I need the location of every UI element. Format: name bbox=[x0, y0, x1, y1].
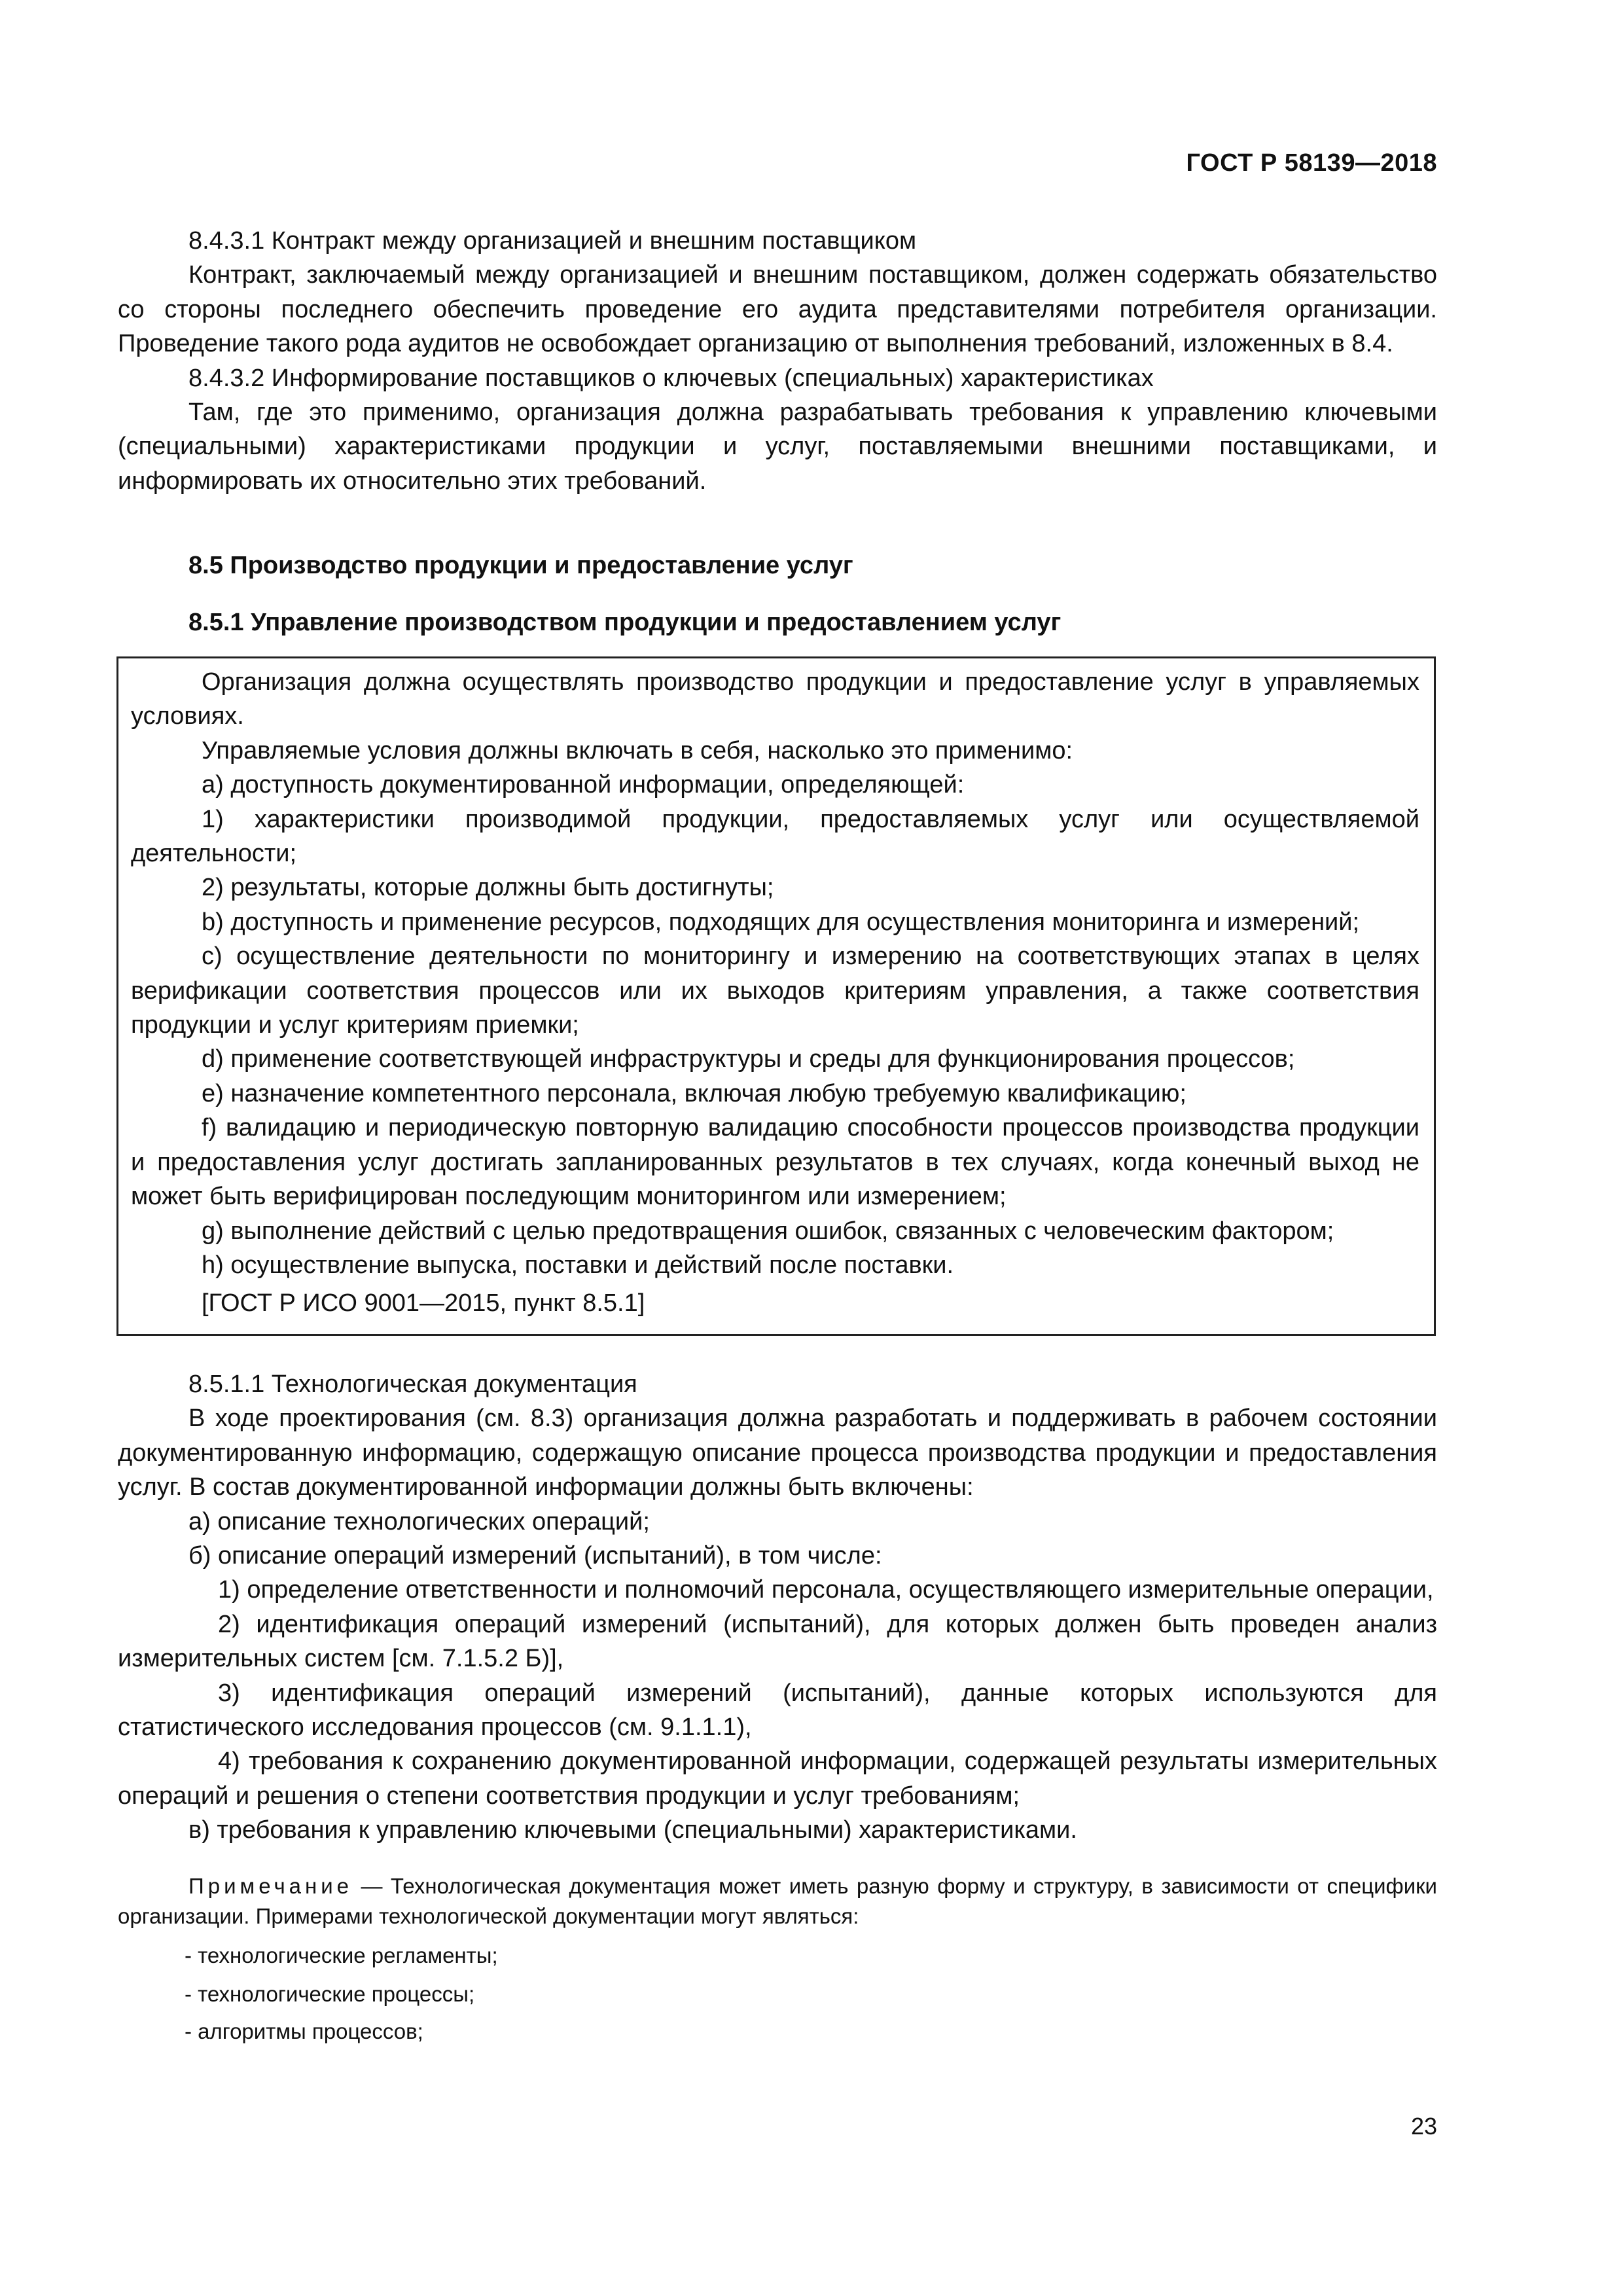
list-item-v: в) требования к управлению ключевыми (специальными) характеристиками. bbox=[188, 1816, 1077, 1844]
quote-list-item: 2) результаты, которые должны быть достигнуты; bbox=[202, 874, 774, 902]
section-8-5-1-1 bbox=[118, 1367, 1437, 1848]
sub-item-4: 4) требования к сохранению документированной информации, содержащей результаты измерительных операций и решения о степени соответствия продукции и услуг требованиям; bbox=[118, 1748, 1437, 1810]
standard-code-header: ГОСТ Р 58139—2018 bbox=[1186, 149, 1437, 177]
quote-list-item: g) выполнение действий с целью предотвращения ошибок, связанных с человеческим фактором; bbox=[202, 1217, 1334, 1245]
section-8-4-3-1-title: 8.4.3.1 Контракт между организацией и внешним поставщиком bbox=[188, 227, 917, 255]
sub-item-3: 3) идентификация операций измерений (испытаний), данные которых используются для статистического исследования процессов (см. 9.1.1.1), bbox=[118, 1679, 1437, 1742]
quote-list-item: e) назначение компетентного персонала, включая любую требуемую квалификацию; bbox=[202, 1079, 1186, 1107]
quote-list-item: f) валидацию и периодическую повторную валидацию способности процессов производства продукции и предоставления услуг достигать запланированных результатов в тех случаях, когда конечный выход не может быть верифицирован последующим мониторингом или измерением; bbox=[131, 1114, 1419, 1211]
quote-list-item: d) применение соответствующей инфраструктуры и среды для функционирования процессов; bbox=[202, 1045, 1295, 1073]
section-8-4-3-2-title: 8.4.3.2 Информирование поставщиков о ключевых (специальных) характеристиках bbox=[188, 364, 1154, 392]
section-8-4-3-1-text: Контракт, заключаемый между организацией и внешним поставщиком, должен содержать обязательство со стороны последнего обеспечить проведение его аудита представителями потребителя организации. Проведение такого рода аудитов не освобождает организацию от выполнения требований, изложенных в 8.4. bbox=[118, 261, 1437, 358]
quote-list-item: a) доступность документированной информации, определяющей: bbox=[202, 771, 965, 799]
note-block bbox=[118, 1871, 1437, 1931]
quoted-requirements-box bbox=[116, 656, 1436, 1336]
quote-paragraph: Организация должна осуществлять производство продукции и предоставление услуг в управляемых условиях. bbox=[131, 668, 1419, 730]
section-8-4-3 bbox=[118, 224, 1437, 498]
note-paragraph bbox=[118, 1871, 1437, 1931]
quote-list-item: c) осуществление деятельности по мониторингу и измерению на соответствующих этапах в целях верификации соответствия процессов или их выходов критериям управления, а также соответствия продукции и услуг критериям приемки; bbox=[131, 942, 1419, 1039]
quote-paragraph: Управляемые условия должны включать в себя, насколько это применимо: bbox=[202, 736, 1073, 764]
section-8-5-1-1-title: 8.5.1.1 Технологическая документация bbox=[188, 1371, 637, 1398]
section-8-4-3-2-text: Там, где это применимо, организация должна разрабатывать требования к управлению ключевыми (специальными) характеристиками продукции и услуг, поставляемыми внешними поставщиками, и информировать их относительно этих требований. bbox=[118, 399, 1437, 495]
note-list-item: - алгоритмы процессов; bbox=[185, 2019, 423, 2043]
section-8-5-heading: 8.5 Производство продукции и предоставление услуг bbox=[188, 552, 853, 579]
note-text: — Технологическая документация может иметь разную форму и структуру, в зависимости от специфики организации. Примерами технологической документации могут являться: bbox=[118, 1874, 1437, 1928]
quote-list-item: b) доступность и применение ресурсов, подходящих для осуществления мониторинга и измерений; bbox=[202, 908, 1360, 936]
list-item-b: б) описание операций измерений (испытаний), в том числе: bbox=[188, 1542, 882, 1570]
sub-item-2: 2) идентификация операций измерений (испытаний), для которых должен быть проведен анализ измерительных систем [см. 7.1.5.2 Б)], bbox=[118, 1610, 1437, 1673]
list-item-a: а) описание технологических операций; bbox=[188, 1507, 650, 1535]
sub-item-1: 1) определение ответственности и полномочий персонала, осуществляющего измерительные операции, bbox=[218, 1576, 1434, 1604]
quote-reference: [ГОСТ Р ИСО 9001—2015, пункт 8.5.1] bbox=[202, 1289, 645, 1318]
quote-list-item: 1) характеристики производимой продукции, предоставляемых услуг или осуществляемой деятельности; bbox=[131, 805, 1419, 868]
note-list-item: - технологические регламенты; bbox=[185, 1943, 498, 1967]
page-number: 23 bbox=[1410, 2113, 1437, 2140]
note-label: Примечание bbox=[188, 1874, 353, 1898]
section-8-5-1-heading: 8.5.1 Управление производством продукции и предоставлением услуг bbox=[188, 609, 1061, 636]
quote-list-item: h) осуществление выпуска, поставки и действий после поставки. bbox=[202, 1251, 954, 1279]
section-8-5-1-1-intro: В ходе проектирования (см. 8.3) организация должна разработать и поддерживать в рабочем состоянии документированную информацию, содержащую описание процесса производства продукции и предоставления услуг. В состав документированной информации должны быть включены: bbox=[118, 1405, 1437, 1501]
note-list-item: - технологические процессы; bbox=[185, 1982, 475, 2006]
